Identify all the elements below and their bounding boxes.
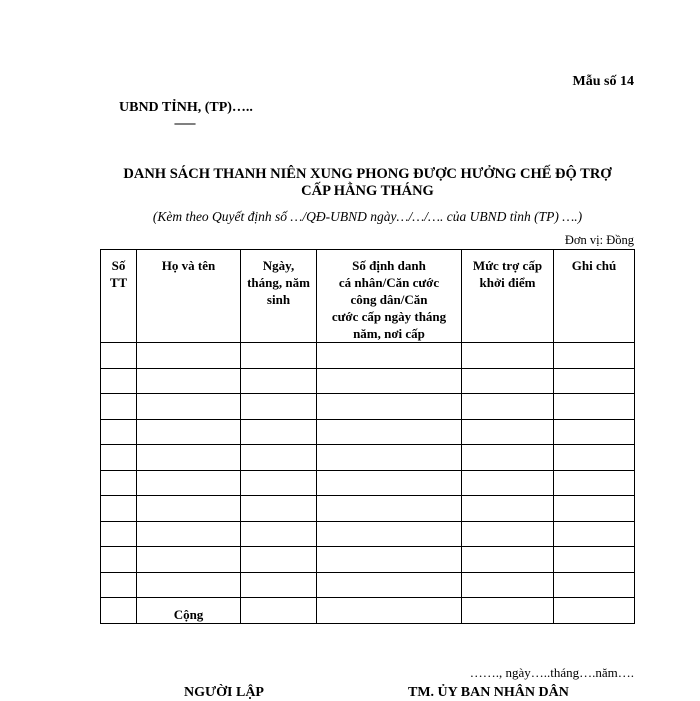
date-line: ……., ngày…..tháng….năm…. [469, 665, 634, 680]
total-row [101, 598, 635, 624]
header-note: Ghi chú [554, 250, 635, 343]
table-row [101, 470, 635, 496]
header-dob: Ngày, tháng, năm sinh [241, 250, 317, 343]
beneficiary-table [100, 249, 635, 624]
table-header-row [101, 250, 635, 343]
issuing-agency: UBND TỈNH, (TP)….. [119, 100, 253, 115]
title-line-1: DANH SÁCH THANH NIÊN XUNG PHONG ĐƯỢC HƯỞNG CHẾ ĐỘ TRỢ [123, 166, 612, 182]
table-row [101, 368, 635, 394]
table-row [101, 496, 635, 522]
committee-signature-label: TM. ỦY BAN NHÂN DÂN [408, 685, 569, 700]
table-row [101, 394, 635, 420]
header-id-number: Số định danh cá nhân/Căn cước công dân/Căn cước cấp ngày tháng năm, nơi cấp [317, 250, 462, 343]
preparer-signature-label: NGƯỜI LẬP [184, 685, 264, 700]
table-row [101, 572, 635, 598]
total-label: Cộng [137, 598, 241, 624]
title-line-2: CẤP HẰNG THÁNG [301, 183, 434, 199]
header-stt: Số TT [101, 250, 137, 343]
header-amount: Mức trợ cấp khởi điểm [462, 250, 554, 343]
table-row [101, 521, 635, 547]
table-row [101, 343, 635, 369]
form-number: Mẫu số 14 [572, 74, 634, 89]
header-name: Họ và tên [137, 250, 241, 343]
table-row [101, 547, 635, 573]
table-row [101, 419, 635, 445]
currency-unit: Đơn vị: Đồng [564, 233, 634, 247]
document-title [95, 166, 640, 200]
document-subtitle: (Kèm theo Quyết định số …/QĐ-UBND ngày…/…/…. của UBND tỉnh (TP) ….) [152, 209, 583, 224]
table-row [101, 445, 635, 471]
agency-separator: ------- [174, 116, 195, 130]
